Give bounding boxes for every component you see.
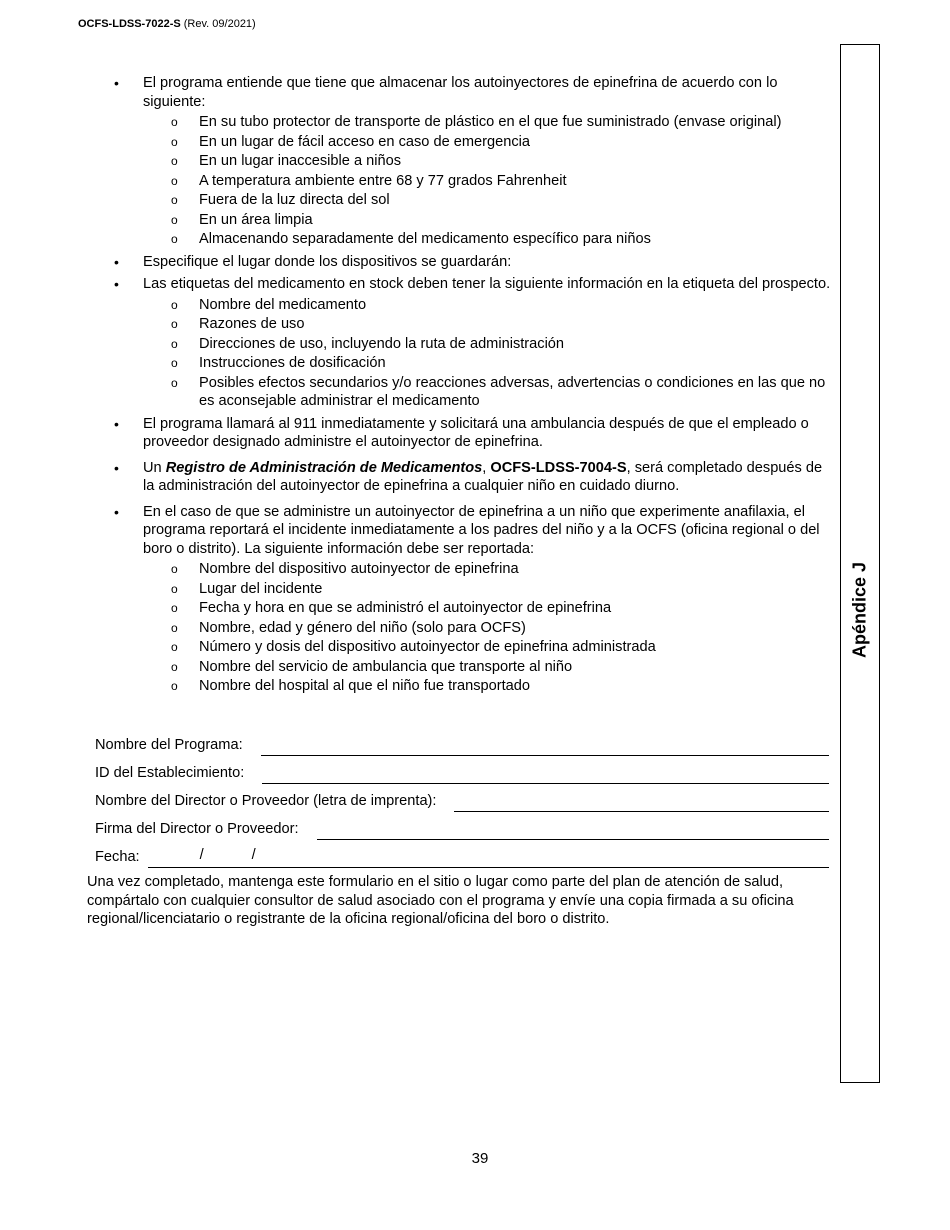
- page-number: 39: [471, 1150, 489, 1167]
- circle-bullet: o: [171, 336, 178, 351]
- circle-bullet: o: [171, 115, 178, 129]
- sub-item: o Direcciones de uso, incluyendo la ruta de administración: [171, 335, 565, 352]
- facility-id-label: ID del Establecimiento:: [95, 765, 245, 781]
- director-name-field[interactable]: [454, 791, 829, 812]
- bullet-location: • Especifique el lugar donde los dispositivos se guardarán:: [114, 253, 512, 270]
- circle-bullet: o: [171, 356, 178, 370]
- registry-title: Registro de Administración de Medicamentos: [165, 459, 483, 476]
- director-name-row: [95, 784, 829, 812]
- circle-bullet: o: [171, 375, 178, 390]
- bullet-dot: •: [114, 503, 119, 520]
- bullet-registry: • Un Registro de Administración de Medicamentos, OCFS-LDSS-7004-S, será completado después de la administración del autoinyector de epinefrina a cualquier niño en cuidado diurno.: [114, 459, 823, 494]
- bullet-dot: •: [114, 253, 119, 270]
- sub-item: o En un área limpia: [171, 211, 313, 228]
- circle-bullet: o: [171, 659, 178, 674]
- circle-bullet: o: [171, 134, 178, 149]
- sub-item: o Posibles efectos secundarios y/o reacciones adversas, advertencias o condiciones en las que no es aconsejable administrar el medicamento: [171, 374, 826, 409]
- registry-form-id: OCFS-LDSS-7004-S: [490, 459, 627, 476]
- circle-bullet: o: [171, 297, 178, 312]
- circle-bullet: o: [171, 173, 178, 188]
- circle-bullet: o: [171, 581, 178, 596]
- signature-form: [95, 728, 829, 868]
- circle-bullet: o: [171, 232, 178, 246]
- circle-bullet: o: [171, 562, 178, 576]
- signature-field[interactable]: [317, 819, 829, 840]
- date-field[interactable]: [148, 847, 323, 868]
- sub-item: o Nombre, edad y género del niño (solo para OCFS): [171, 619, 526, 636]
- bullet-dot: •: [114, 415, 119, 432]
- facility-id-row: [95, 756, 829, 784]
- form-revision: (Rev. 09/2021): [183, 18, 256, 30]
- circle-bullet: o: [171, 620, 178, 635]
- sub-item: o Nombre del medicamento: [171, 296, 367, 313]
- sub-item: o Fecha y hora en que se administró el autoinyector de epinefrina: [171, 600, 612, 616]
- sub-item: o Nombre del servicio de ambulancia que transporte al niño: [171, 658, 573, 675]
- form-header: [78, 18, 256, 30]
- circle-bullet: o: [171, 154, 178, 168]
- sub-item: o Almacenando separadamente del medicamento específico para niños: [171, 231, 651, 247]
- bullet-dot: •: [114, 75, 119, 91]
- closing-instructions: Una vez completado, mantenga este formulario en el sitio o lugar como parte del plan de atención de salud, compártalo con cualquier consultor de salud asociado con el programa y envíe una copia firmada a su oficina regional/licenciatario o registrante de la oficina regional/oficina del boro o distrito.: [87, 874, 794, 927]
- sub-item: o Instrucciones de dosificación: [171, 355, 386, 371]
- date-trailing-line: [323, 847, 829, 868]
- director-name-label: Nombre del Director o Proveedor (letra de imprenta):: [95, 793, 437, 809]
- program-name-row: [95, 728, 829, 756]
- sub-item: o Razones de uso: [171, 316, 305, 332]
- circle-bullet: o: [171, 212, 178, 227]
- bullet-911: • El programa llamará al 911 inmediatamente y solicitará una ambulancia después de que el empleado o proveedor designado administre el autoinyector de epinefrina.: [114, 415, 809, 450]
- circle-bullet: o: [171, 193, 178, 207]
- date-label: Fecha:: [95, 849, 140, 865]
- bullet-labels: • Las etiquetas del medicamento en stock deben tener la siguiente información en la etiqueta del prospecto. o Nombre del medicamento o Razones de uso o Direcciones de uso, incluyendo la ruta de administración o Instrucciones de dosificación o Posibles efectos secundarios y/o reacciones adversas, advertencias o condiciones en las que no es aconsejable administrar el medicamento: [88, 275, 833, 411]
- bullet-storage: • El programa entiende que tiene que almacenar los autoinyectores de epinefrina de acuerdo con lo siguiente: o En su tubo protector de transporte de plástico en el que fue suministrado (envase original) o En un lugar de fácil acceso en caso de emergencia o En un lugar inaccesible a niños o A temperatura ambiente entre 68 y 77 grados Fahrenheit o Fuera de la luz directa del sol o En un área limpia o Almacenando separadamente del medicamento específico para niños: [88, 74, 833, 249]
- facility-id-field[interactable]: [262, 763, 829, 784]
- sub-item: o Lugar del incidente: [171, 580, 323, 597]
- signature-label: Firma del Director o Proveedor:: [95, 821, 299, 837]
- circle-bullet: o: [171, 640, 178, 654]
- circle-bullet: o: [171, 679, 178, 693]
- instructions-list: [88, 74, 833, 700]
- bullet-anaphylaxis: • En el caso de que se administre un autoinyector de epinefrina a un niño que experimente anafilaxia, el programa reportará el incidente inmediatamente a los padres del niño y a la OCFS (oficina regional o del boro o distrito). La siguiente información debe ser reportada: o Nombre del dispositivo autoinyector de epinefrina o Lugar del incidente o Fecha y hora en que se administró el autoinyector de epinefrina o Nombre, edad y género del niño (solo para OCFS) o Número y dosis del dispositivo autoinyector de epinefrina administrada o Nombre del servicio de ambulancia que transporte al niño o Nombre del hospital al que el niño fue transportado: [88, 503, 833, 696]
- date-slash: /: [251, 847, 256, 863]
- sub-item: o Nombre del hospital al que el niño fue transportado: [171, 678, 531, 694]
- signature-row: [95, 812, 829, 840]
- bullet-dot: •: [114, 276, 119, 292]
- appendix-side-tab: [840, 44, 880, 1083]
- bullet-dot: •: [114, 459, 119, 476]
- sub-item: o En un lugar inaccesible a niños: [171, 153, 402, 169]
- form-id: OCFS-LDSS-7022-S: [78, 18, 181, 30]
- program-name-label: Nombre del Programa:: [95, 737, 243, 753]
- sub-item: o En su tubo protector de transporte de plástico en el que fue suministrado (envase original): [171, 114, 782, 130]
- program-name-field[interactable]: [261, 735, 829, 756]
- appendix-label: Apéndice J: [849, 561, 870, 659]
- circle-bullet: o: [171, 601, 178, 615]
- date-row: [95, 840, 829, 868]
- date-slash: /: [199, 847, 204, 863]
- sub-item: o Fuera de la luz directa del sol: [171, 192, 390, 208]
- sub-item: o Número y dosis del dispositivo autoinyector de epinefrina administrada: [171, 639, 656, 655]
- circle-bullet: o: [171, 317, 178, 331]
- sub-item: o A temperatura ambiente entre 68 y 77 grados Fahrenheit: [171, 172, 567, 189]
- sub-item: o En un lugar de fácil acceso en caso de emergencia: [171, 133, 530, 150]
- sub-item: o Nombre del dispositivo autoinyector de epinefrina: [171, 561, 519, 577]
